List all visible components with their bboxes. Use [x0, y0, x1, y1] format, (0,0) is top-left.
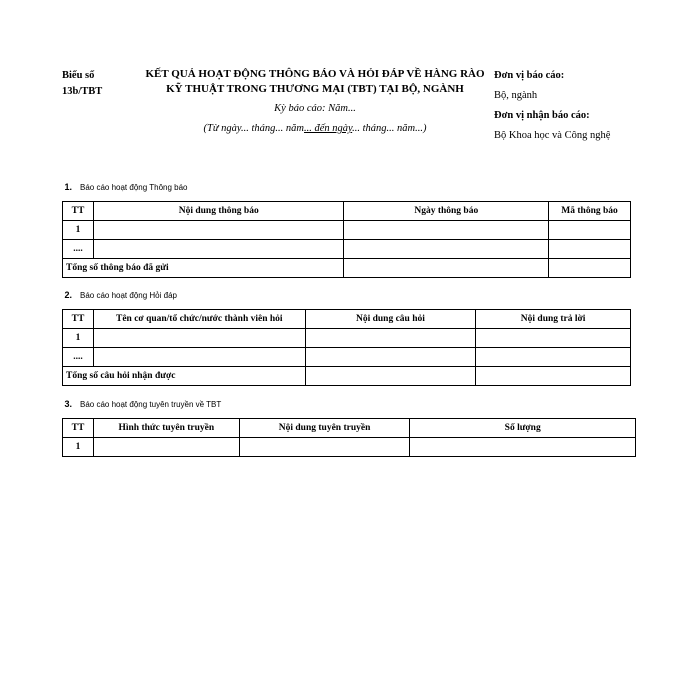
row-index: 1 [63, 329, 94, 348]
section1-number: 1. [64, 182, 72, 192]
table-cell [410, 438, 636, 457]
table-cell [549, 259, 631, 278]
report-title-line2: KỸ THUẬT TRONG THƯƠNG MẠI (TBT) TẠI BỘ, NGÀNH [166, 83, 464, 95]
table-cell [476, 348, 631, 367]
col-header-tt: TT [63, 202, 94, 221]
reporting-unit-value: Bộ, ngành [494, 90, 538, 101]
notification-table [62, 201, 631, 278]
col-header-outreach-content: Nội dung tuyên truyền [239, 419, 410, 438]
table-total-row [63, 367, 631, 386]
table-header-row [63, 202, 631, 221]
section1-title: Báo cáo hoạt động Thông báo [80, 183, 188, 192]
section2-title: Báo cáo hoạt động Hỏi đáp [80, 291, 177, 300]
col-header-tt: TT [63, 310, 94, 329]
table-cell [305, 367, 476, 386]
col-header-quantity: Số lượng [410, 419, 636, 438]
total-label: Tổng số câu hỏi nhận được [63, 367, 306, 386]
row-index: 1 [63, 438, 94, 457]
date-range-part1: (Từ ngày... tháng... năm [203, 123, 305, 134]
table-cell [93, 329, 305, 348]
table-cell [305, 348, 476, 367]
col-header-outreach-form: Hình thức tuyên truyền [93, 419, 239, 438]
table-row [63, 348, 631, 367]
reporting-period: Kỳ báo cáo: Năm... [274, 103, 356, 114]
title-block [140, 67, 490, 134]
qa-table [62, 309, 631, 386]
section3-number: 3. [64, 399, 72, 409]
col-header-tt: TT [63, 419, 94, 438]
table-row [63, 240, 631, 259]
table-cell [93, 348, 305, 367]
table-cell [549, 240, 631, 259]
section2-heading [50, 290, 177, 300]
table-cell [93, 221, 344, 240]
table-cell [239, 438, 410, 457]
col-header-notification-content: Nội dung thông báo [93, 202, 344, 221]
report-title-line1: KẾT QUẢ HOẠT ĐỘNG THÔNG BÁO VÀ HỎI ĐÁP VỀ HÀNG RÀO [145, 68, 485, 80]
reporting-unit-label: Đơn vị báo cáo: [494, 70, 565, 81]
table-cell [93, 438, 239, 457]
total-label: Tổng số thông báo đã gửi [63, 259, 344, 278]
col-header-inquirer: Tên cơ quan/tổ chức/nước thành viên hỏi [93, 310, 305, 329]
form-code-line2: 13b/TBT [62, 86, 103, 97]
table-row [63, 221, 631, 240]
col-header-notification-date: Ngày thông báo [344, 202, 549, 221]
table-row [63, 438, 636, 457]
form-code [62, 68, 102, 100]
table-cell [476, 329, 631, 348]
table-total-row [63, 259, 631, 278]
date-range-part3: ... tháng... năm...) [352, 123, 427, 134]
table-cell [344, 259, 549, 278]
unit-info [494, 68, 610, 144]
row-index: .... [63, 240, 94, 259]
form-code-line1: Biểu số [62, 70, 95, 81]
date-range-part2: ... đến ngày [304, 123, 353, 134]
row-index: .... [63, 348, 94, 367]
section3-heading [50, 399, 221, 409]
section1-heading [50, 182, 188, 192]
col-header-notification-code: Mã thông báo [549, 202, 631, 221]
table-cell [93, 240, 344, 259]
table-cell [549, 221, 631, 240]
receiving-unit-label: Đơn vị nhận báo cáo: [494, 110, 590, 121]
table-cell [344, 240, 549, 259]
outreach-table [62, 418, 636, 457]
table-header-row [63, 419, 636, 438]
col-header-question-content: Nội dung câu hỏi [305, 310, 476, 329]
section3-title: Báo cáo hoạt động tuyên truyền về TBT [80, 400, 222, 409]
table-cell [305, 329, 476, 348]
date-range [140, 123, 490, 134]
table-cell [344, 221, 549, 240]
table-row [63, 329, 631, 348]
table-cell [476, 367, 631, 386]
receiving-unit-value: Bộ Khoa học và Công nghệ [494, 130, 611, 141]
section2-number: 2. [64, 290, 72, 300]
row-index: 1 [63, 221, 94, 240]
table-header-row [63, 310, 631, 329]
col-header-answer-content: Nội dung trả lời [476, 310, 631, 329]
